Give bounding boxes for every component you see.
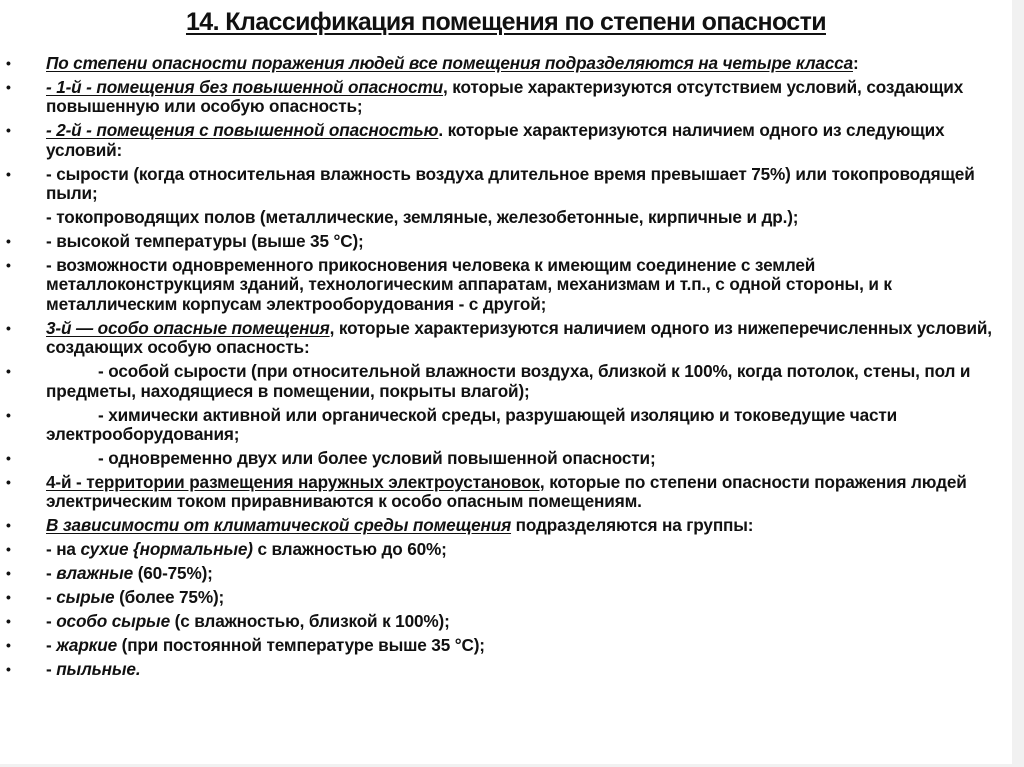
list-item-text: жаркие [56,634,117,655]
emphasized-text: По степени опасности поражения людей все помещения подразделяются на четыре класса [46,53,853,73]
bullet-icon: • [6,122,11,139]
list-item [0,540,1012,560]
list-item-text: - одновременно двух или более условий повышенной опасности; [98,447,656,468]
list-item-text: - токопроводящих полов (металлические, земляные, железобетонные, кирпичные и др.); [46,207,799,228]
bullet-icon: • [6,78,11,95]
list-item-text: подразделяются на группы: [511,515,754,536]
bullet-icon: • [6,588,11,605]
list-item [0,121,1012,160]
list-item [0,588,1012,608]
list-item [0,660,1012,680]
bullet-icon: • [6,406,11,423]
list-item-text: - высокой температуры (выше 35 °С); [46,230,364,251]
list-item [0,516,1012,536]
list-item [0,78,1012,117]
bullet-list [0,54,1012,683]
list-item [0,449,1012,469]
emphasized-text: 4-й - территории размещения наружных электроустановок, [46,471,545,492]
list-item-text: , которые характеризуются отсутствием условий, создающих повышенную или особую опасность; [46,76,964,117]
list-item-text: - на [46,539,81,560]
bullet-icon: • [6,363,11,380]
bullet-icon: • [6,612,11,629]
list-item [0,208,1012,228]
list-item-text: особо сырые [56,610,170,631]
list-item-text: пыльные. [56,658,141,679]
list-item-text: , которые характеризуются наличием одного из нижеперечисленных условий, создающих особую опасность: [46,317,992,358]
list-item-text: (60-75%); [133,562,213,583]
list-item [0,319,1012,358]
emphasized-text: - 2-й - помещения с повышенной опасностью [46,120,439,141]
bullet-icon: • [6,232,11,249]
list-item [0,564,1012,584]
slide-title [0,8,1012,37]
list-item-text: с влажностью до 60%; [252,539,447,560]
bullet-icon: • [6,473,11,490]
bullet-icon: • [6,636,11,653]
list-item [0,636,1012,656]
list-item-text: влажные [56,562,134,583]
list-item-text: - [46,634,57,655]
list-item-text: - [46,610,57,631]
list-item-text: - химически активной или органической среды, разрушающей изоляцию и токоведущие части электрооборудования; [46,404,898,445]
bullet-icon: • [6,165,11,182]
bullet-icon: • [6,55,11,71]
slide-edge-right [1012,0,1024,767]
list-item-text: - особой сырости (при относительной влажности воздуха, близкой к 100%, когда потолок, стены, пол и предметы, находящиеся в помещении, покрыты влагой); [46,361,971,401]
list-item-text: (с влажностью, близкой к 100%); [170,610,450,631]
bullet-icon: • [6,564,11,581]
list-item [0,362,1012,401]
list-item-text: - [46,658,57,679]
emphasized-text: - 1-й - помещения без повышенной опасности [46,76,444,97]
list-item [0,612,1012,632]
list-item-text: - возможности одновременного прикосновения человека к имеющим соединение с землей металлоконструкциям зданий, технологическим аппаратам, механизмам и т.п., с одной стороны, и к металлическим корпусам электрооборудования - с другой; [46,254,892,314]
list-item-text: сухие {нормальные) [80,539,253,560]
slide-title-text: 14. Классификация помещения по степени опасности [185,8,826,36]
bullet-icon: • [6,541,11,558]
list-item-text: (при постоянной температуре выше 35 °С); [117,634,485,655]
bullet-icon: • [6,319,11,336]
list-item-text: (более 75%); [114,586,225,607]
emphasized-text: В зависимости от климатической среды помещения [46,515,512,536]
list-item-text: - [46,562,57,583]
list-item [0,232,1012,252]
bullet-icon: • [6,256,11,273]
bullet-icon: • [6,449,11,466]
list-item [0,54,1012,74]
emphasized-text: 3-й — особо опасные помещения [46,317,330,338]
bullet-icon: • [6,660,11,677]
list-item-text: - сырости (когда относительная влажность воздуха длительное время превышает 75%) или токопроводящей пыли; [46,163,975,204]
list-item [0,406,1012,445]
list-item [0,256,1012,315]
list-item-text: : [853,53,859,73]
list-item-text: - [46,586,57,607]
bullet-icon: • [6,517,11,534]
list-item-text: . которые характеризуются наличием одного из следующих условий: [46,120,945,160]
list-item-text: которые по степени опасности поражения людей электрическим током приравниваются к особо опасным помещениям. [46,471,967,512]
list-item [0,473,1012,512]
list-item-text: сырые [56,586,115,607]
list-item [0,165,1012,204]
